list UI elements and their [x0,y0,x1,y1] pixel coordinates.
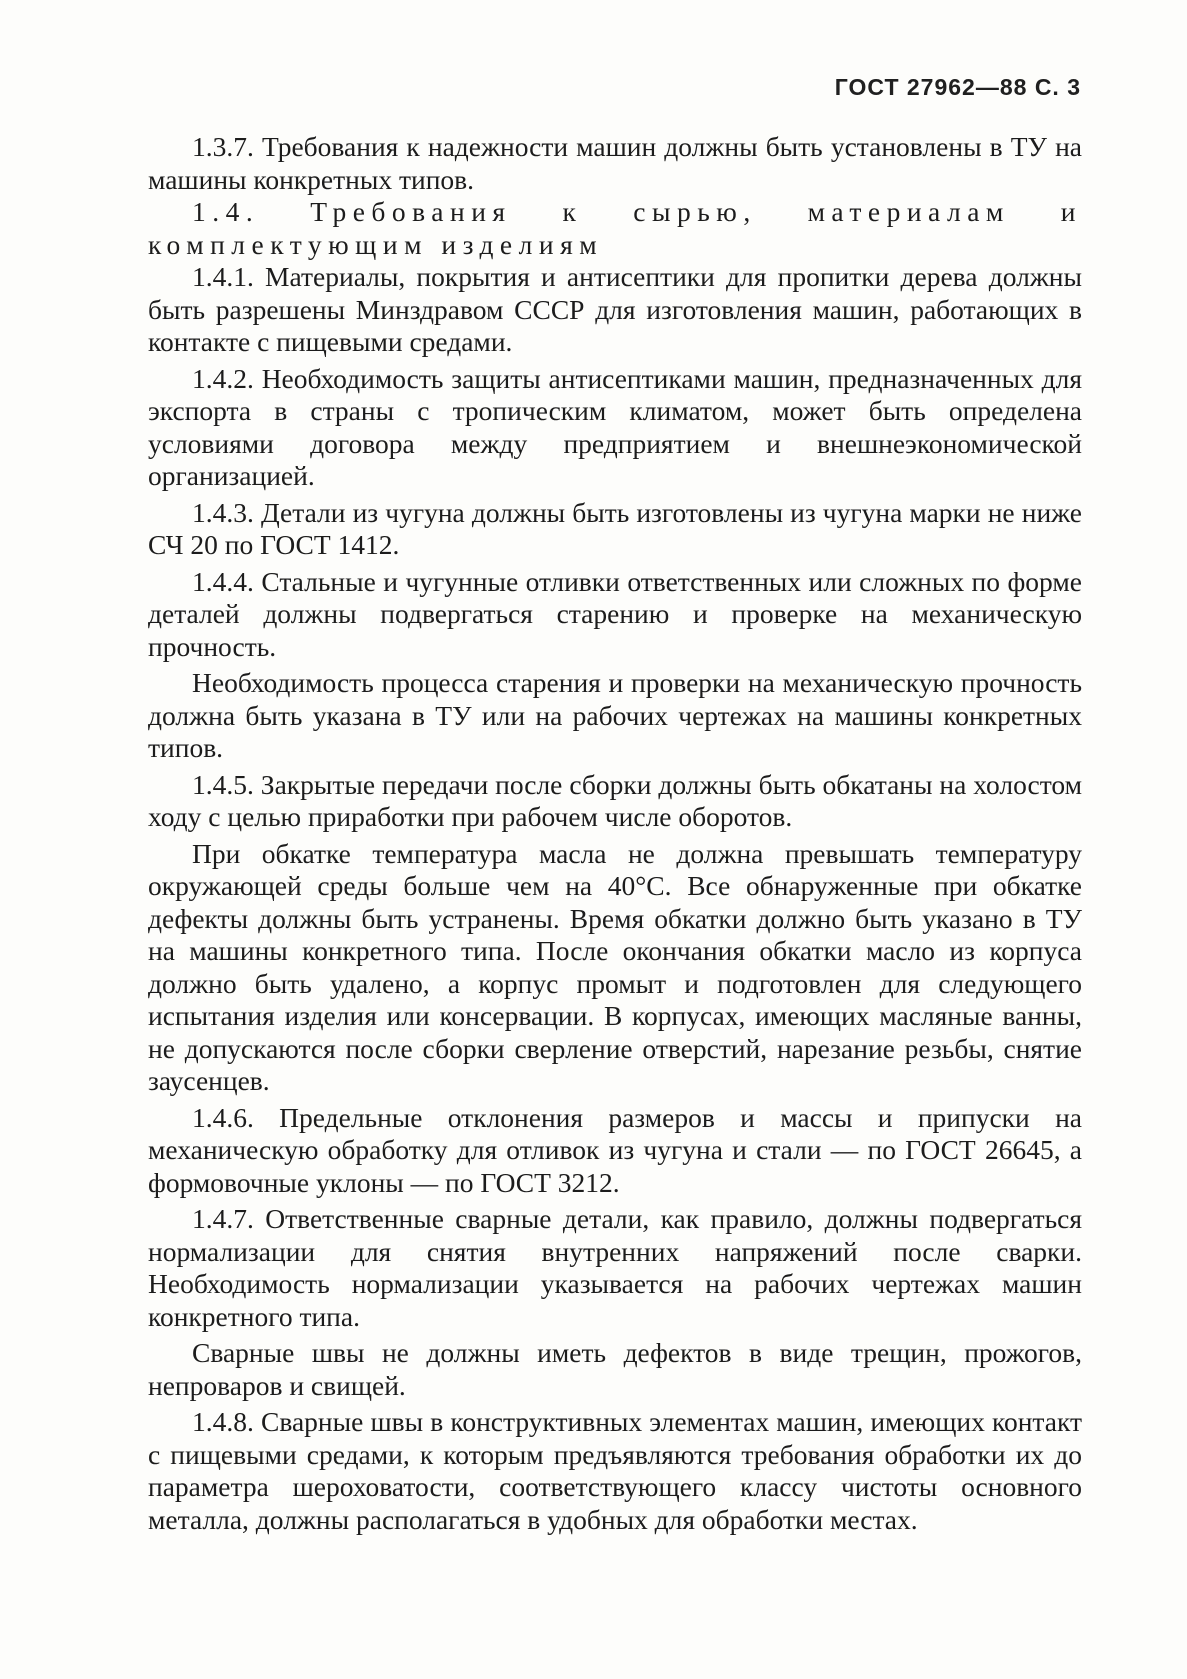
paragraph-1-4-1: 1.4.1. Материалы, покрытия и антисептики для пропитки дерева должны быть разрешены Минздравом СССР для изготовления машин, работающих в контакте с пищевыми средами. [148,261,1082,357]
paragraph-1-4-8: 1.4.8. Сварные швы в конструктивных элементах машин, имеющих контакт с пищевыми средами, к которым предъявляются требования обработки их до параметра шероховатости, соответствующего классу чистоты основного металла, должны располагаться в удобных для обработки местах. [148,1406,1082,1535]
paragraph-1-4-7-continued: Сварные швы не должны иметь дефектов в виде трещин, прожогов, непроваров и свищей. [148,1337,1082,1401]
section-heading-1-4: 1.4. Требования к сырью, материалам и комплектующим изделиям [148,196,1082,260]
paragraph-1-3-7: 1.3.7. Требования к надежности машин должны быть установлены в ТУ на машины конкретных типов. [148,131,1082,195]
paragraph-1-4-4: 1.4.4. Стальные и чугунные отливки ответственных или сложных по форме деталей должны подвергаться старению и проверке на механическую прочность. [148,565,1082,662]
paragraph-1-4-3: 1.4.3. Детали из чугуна должны быть изготовлены из чугуна марки не ниже СЧ 20 по ГОСТ 1412. [148,496,1082,560]
page-header: ГОСТ 27962—88 С. 3 [834,74,1081,100]
paragraph-1-4-5-continued: При обкатке температура масла не должна превышать температуру окружающей среды больше чем на 40°С. Все обнаруженные при обкатке дефекты должны быть устранены. Время обкатки должно быть указано в ТУ на машины конкретного типа. После окончания обкатки масло из корпуса должно быть удалено, а корпус промыт и подготовлен для следующего испытания изделия или консервации. В корпусах, имеющих масляные ванны, не допускаются после сборки сверление отверстий, нарезание резьбы, снятие заусенцев. [148,837,1082,1096]
document-body [148,131,1082,1536]
paragraph-1-4-4-continued: Необходимость процесса старения и проверки на механическую прочность должна быть указана в ТУ или на рабочих чертежах на машины конкретных типов. [148,667,1082,763]
paragraph-1-4-7: 1.4.7. Ответственные сварные детали, как правило, должны подвергаться нормализации для снятия внутренних напряжений после сварки. Необходимость нормализации указывается на рабочих чертежах машин конкретного типа. [148,1203,1082,1332]
paragraph-1-4-6: 1.4.6. Предельные отклонения размеров и массы и припуски на механическую обработку для отливок из чугуна и стали — по ГОСТ 26645, а формовочные уклоны — по ГОСТ 3212. [148,1101,1082,1198]
paragraph-1-4-5: 1.4.5. Закрытые передачи после сборки должны быть обкатаны на холостом ходу с целью приработки при рабочем числе оборотов. [148,768,1082,832]
paragraph-1-4-2: 1.4.2. Необходимость защиты антисептиками машин, предназначенных для экспорта в страны с тропическим климатом, может быть определена условиями договора между предприятием и внешнеэкономической организацией. [148,362,1082,491]
